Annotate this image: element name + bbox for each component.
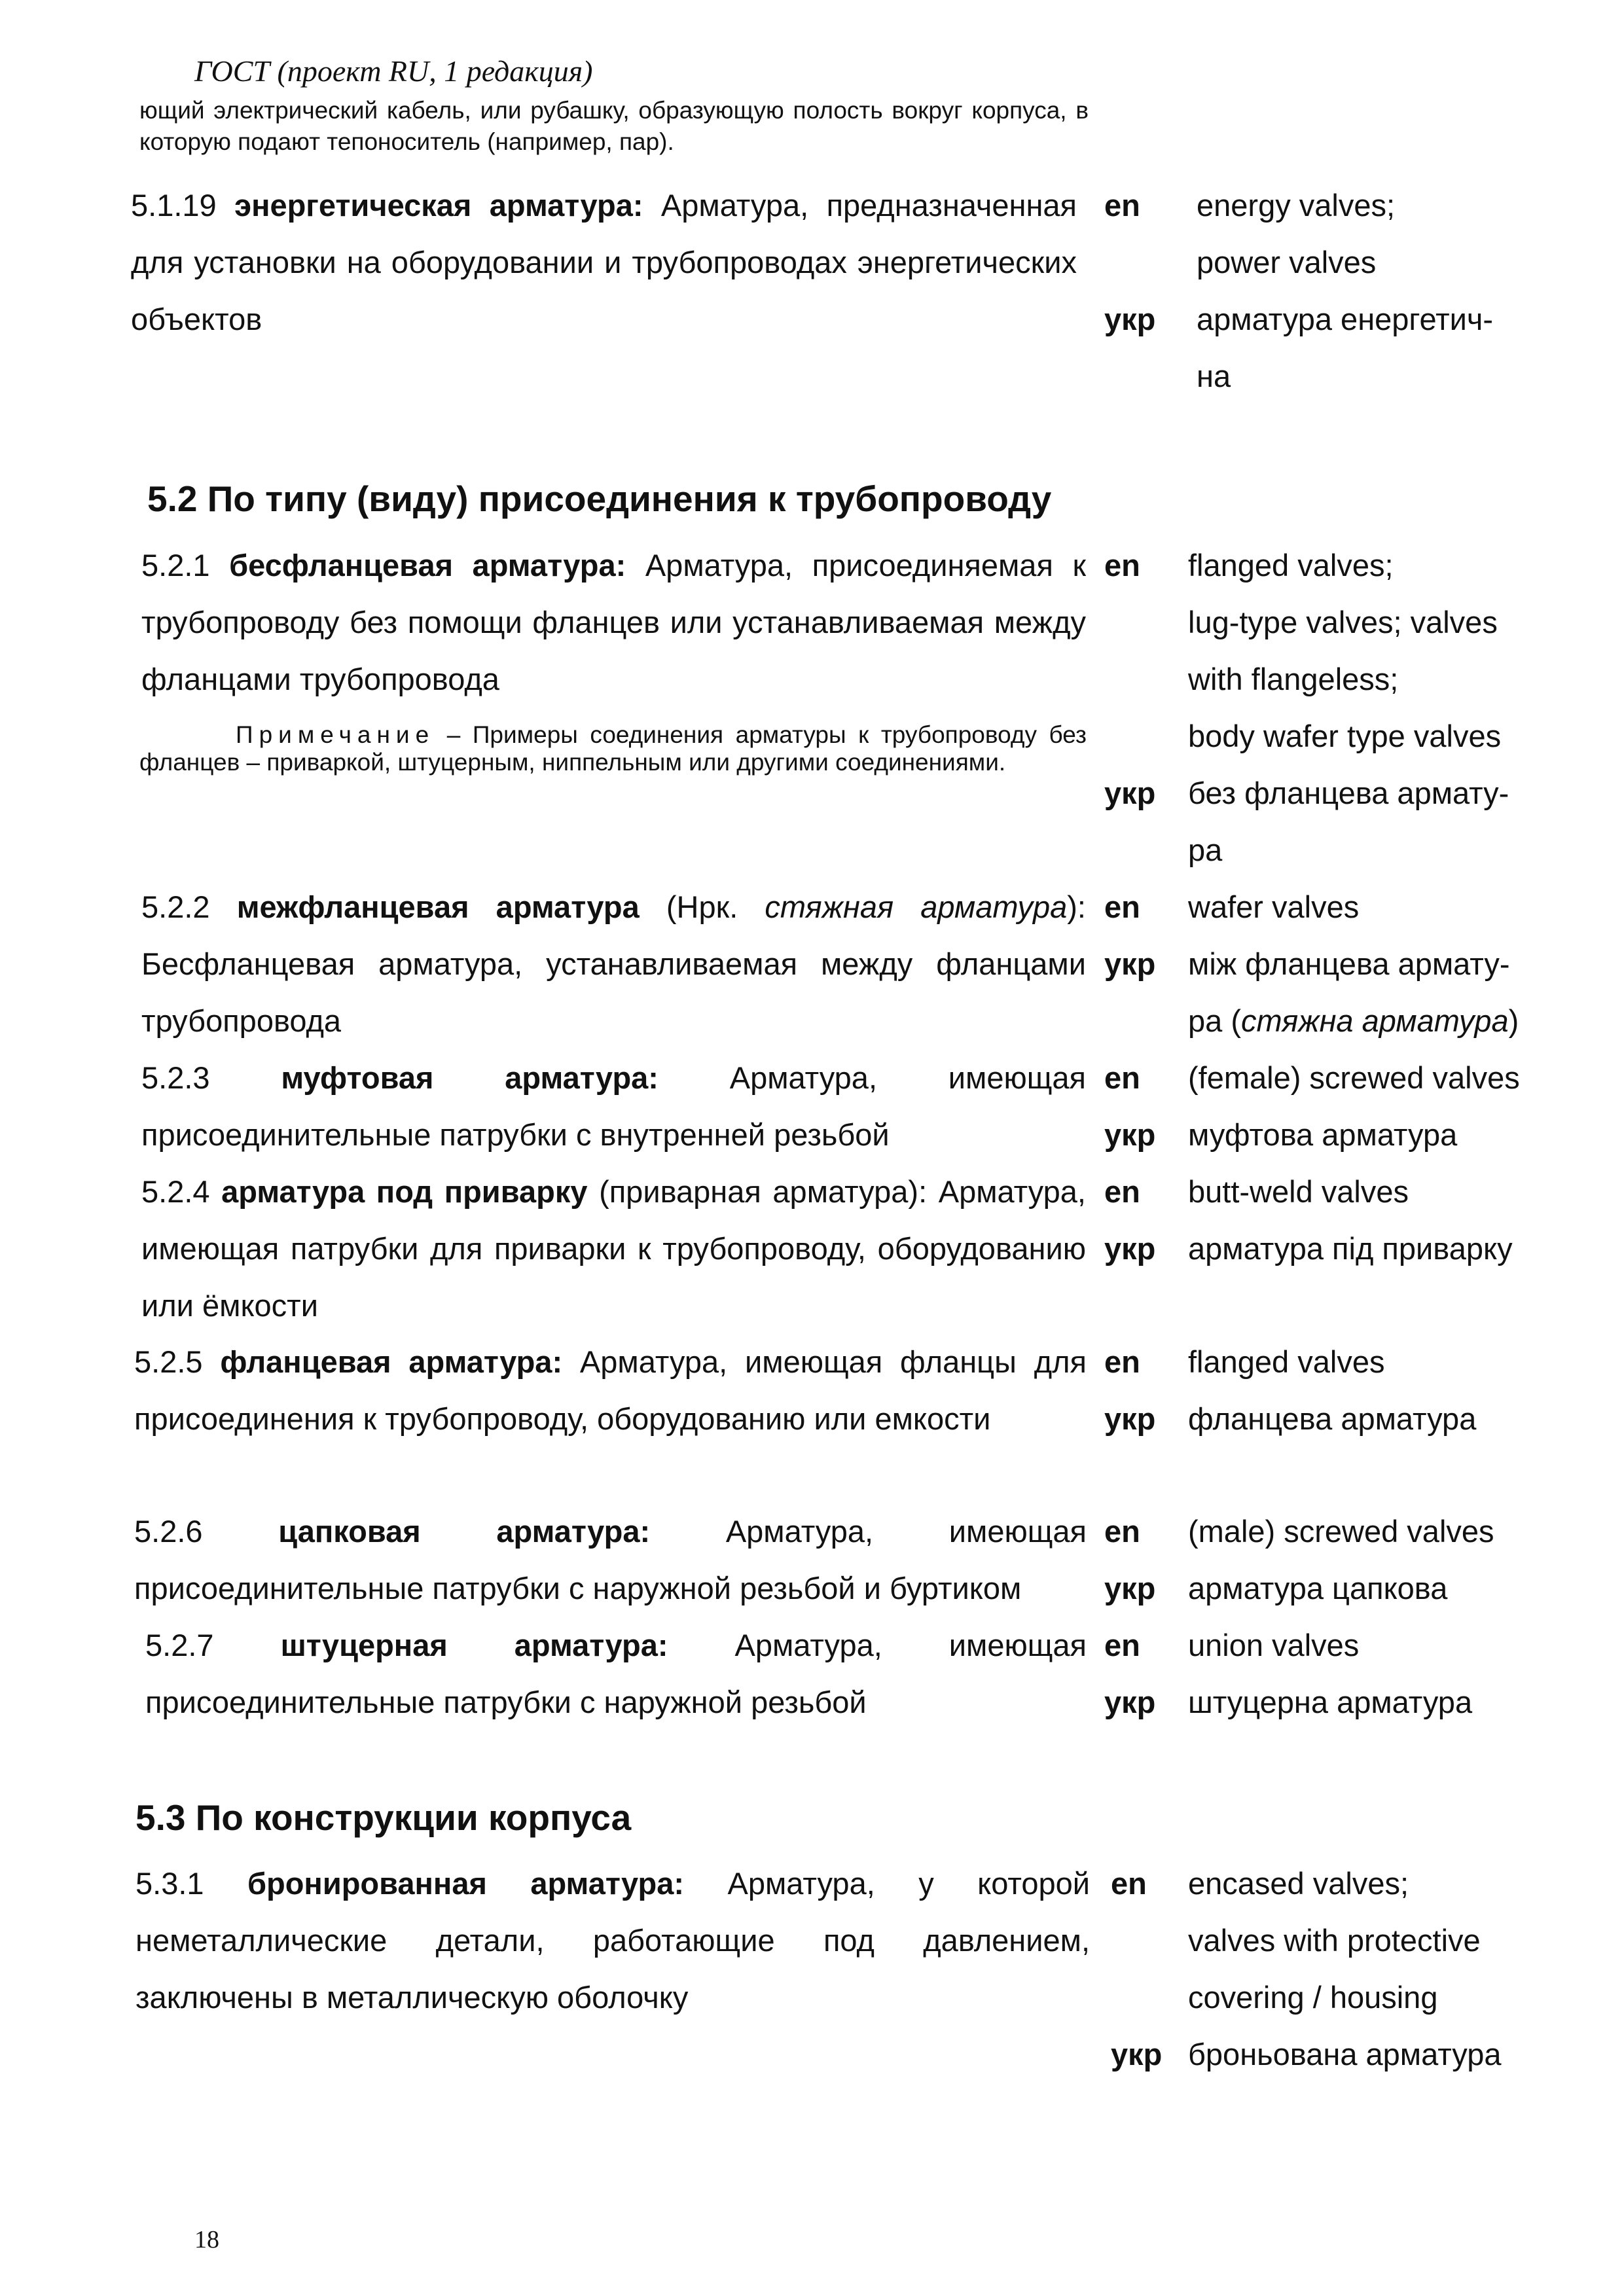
en-term: body wafer type valves [1188,719,1502,753]
lang-ukr-label: укр [1104,1117,1156,1152]
en-term: lug-type valves; valves [1188,605,1498,639]
lang-en-label: en [1111,1866,1147,1901]
lang-en-label: en [1104,188,1140,223]
entry-definition [141,1049,1086,1163]
en-term: butt-weld valves [1188,1174,1409,1209]
en-term: encased valves; [1188,1866,1409,1901]
lang-ukr-label: укр [1104,946,1156,981]
intro-paragraph: ющий электрический кабель, или рубашку, образующую полость вокруг корпуса, в которую подают тепоноситель (например, пар). [139,97,1089,155]
entry-term: арматура под приварку [221,1174,588,1209]
entry-number: 5.2.5 [134,1344,203,1379]
lang-ukr-label: укр [1104,1231,1156,1266]
entry-number: 5.2.3 [141,1060,210,1095]
en-term: valves with protective [1188,1923,1481,1958]
ukr-term: на [1197,359,1231,393]
lang-ukr-label: укр [1104,1685,1156,1719]
en-term: energy valves; [1197,188,1396,223]
entry-definition [145,1617,1087,1731]
ukr-term: арматура цапкова [1188,1571,1448,1605]
lang-ukr-label: укр [1104,776,1156,810]
en-term: covering / housing [1188,1980,1438,2015]
entry-term: муфтовая арматура: [281,1060,659,1095]
lang-en-label: en [1104,889,1140,924]
page-number: 18 [194,2226,219,2253]
entry-text: Арматура, присоединяемая к трубопроводу без помощи фланцев или устанавливаемая между фланцами трубопровода [141,548,1087,696]
note-text: – Примеры соединения арматуры к трубопроводу без фланцев – приваркой, штуцерным, ниппельным или другими соединениями. [139,721,1087,776]
lang-en-label: en [1104,1060,1140,1095]
lang-en-label: en [1104,548,1140,583]
ukr-term: штуцерна арматура [1188,1685,1473,1719]
entry-text: (приварная арматура): Арматура, имеющая патрубки для приварки к трубопроводу, оборудованию или ёмкости [141,1174,1086,1323]
en-term: power valves [1197,245,1377,279]
entry-text: Арматура, имеющая присоединительные патрубки с наружной резьбой и буртиком [134,1514,1087,1605]
ukr-term: між фланцева армату- [1188,946,1510,981]
entry-text: (Нрк. [639,889,765,924]
entry-term: цапковая арматура: [278,1514,651,1549]
en-term: (female) screwed valves [1188,1060,1520,1095]
ukr-term: муфтова арматура [1188,1117,1458,1152]
section-heading-5-3: 5.3 По конструкции корпуса [135,1797,632,1838]
lang-ukr-label: укр [1104,1571,1156,1605]
lang-en-label: en [1104,1344,1140,1379]
ukr-term-part: ) [1508,1003,1519,1038]
ukr-term: арматура енергетич- [1197,302,1494,336]
ukr-term [1188,992,1555,1049]
lang-ukr-label: укр [1104,302,1156,336]
ukr-term: броньована арматура [1188,2037,1502,2072]
ukr-term-part: ра ( [1188,1003,1241,1038]
lang-ukr-label: укр [1111,2037,1163,2072]
entry-term-alt: стяжная арматура [765,889,1068,924]
entry-definition [134,1333,1087,1447]
ukr-term: арматура під приварку [1188,1231,1513,1266]
entry-text: ): Бесфланцевая арматура, устанавливаемая между фланцами трубопровода [141,889,1086,1038]
en-term: (male) screwed valves [1188,1514,1494,1549]
lang-ukr-label: укр [1104,1401,1156,1436]
entry-number: 5.1.19 [131,188,217,223]
entry-text: Арматура, имеющая присоединительные патрубки с наружной резьбой [145,1628,1087,1719]
en-term: flanged valves [1188,1344,1385,1379]
entry-note [139,721,1087,776]
entry-term: бронированная арматура: [247,1866,685,1901]
entry-definition [131,177,1077,348]
ukr-term: фланцева арматура [1188,1401,1477,1436]
entry-number: 5.2.7 [145,1628,214,1662]
entry-definition [135,1855,1090,2026]
en-term: union valves [1188,1628,1360,1662]
en-term: flanged valves; [1188,548,1394,583]
en-term: with flangeless; [1188,662,1399,696]
entry-text: Арматура, имеющая присоединительные патрубки с внутренней резьбой [141,1060,1086,1152]
entry-definition [134,1503,1087,1617]
en-term: wafer valves [1188,889,1360,924]
entry-text: Арматура, имеющая фланцы для присоединения к трубопроводу, оборудованию или емкости [134,1344,1087,1436]
entry-term: штуцерная арматура: [280,1628,668,1662]
entry-term: бесфланцевая арматура: [229,548,626,583]
entry-number: 5.2.1 [141,548,210,583]
page-header: ГОСТ (проект RU, 1 редакция) [194,54,593,88]
entry-number: 5.3.1 [135,1866,204,1901]
entry-number: 5.2.2 [141,889,210,924]
entry-number: 5.2.6 [134,1514,203,1549]
ukr-term: ра [1188,833,1223,867]
entry-definition [141,1163,1086,1334]
lang-en-label: en [1104,1514,1140,1549]
entry-definition [141,878,1086,1049]
entry-term: фланцевая арматура: [220,1344,563,1379]
ukr-term-alt: стяжна арматура [1241,1003,1509,1038]
lang-en-label: en [1104,1174,1140,1209]
ukr-term: без фланцева армату- [1188,776,1509,810]
entry-text: Арматура, у которой неметаллические детали, работающие под давлением, заключены в металлическую оболочку [135,1866,1091,2015]
note-label: Примечание [236,721,435,748]
entry-term: межфланцевая арматура [236,889,640,924]
entry-term: энергетическая арматура: [234,188,643,223]
lang-en-label: en [1104,1628,1140,1662]
entry-text: Арматура, предназначенная для установки на оборудовании и трубопроводах энергетических объектов [131,188,1077,336]
entry-definition [141,537,1086,708]
entry-number: 5.2.4 [141,1174,210,1209]
section-heading-5-2: 5.2 По типу (виду) присоединения к трубопроводу [147,478,1052,519]
